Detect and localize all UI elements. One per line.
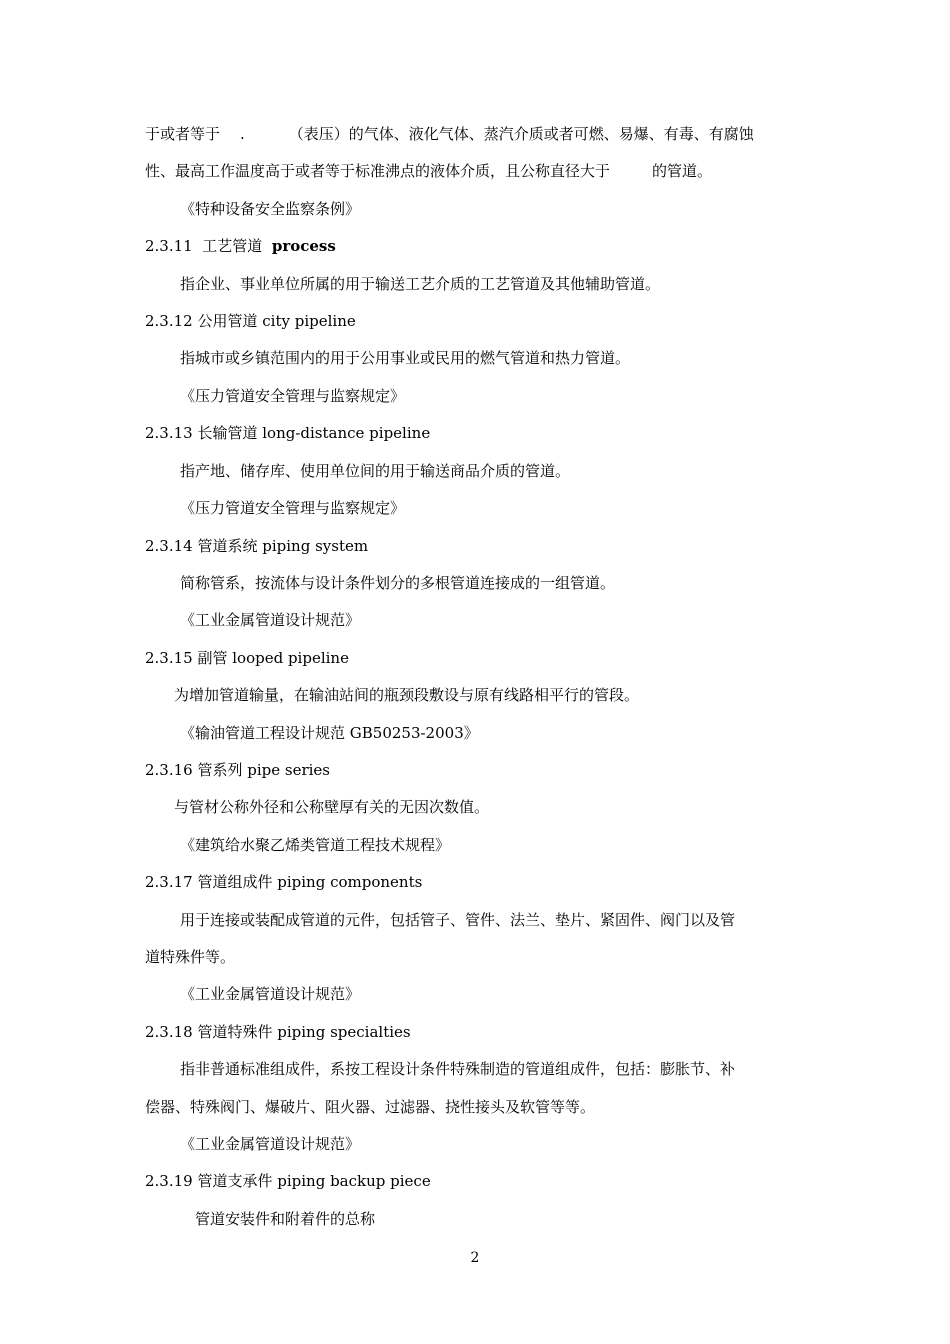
section-2-3-14-body: 简称管系，按流体与设计条件划分的多根管道连接成的一组管道。 (180, 574, 616, 592)
section-2-3-14-heading: 2.3.14 管道系统 piping system (145, 537, 369, 555)
intro-text-e: 的管道。 (652, 162, 713, 180)
section-2-3-12-reference: 《压力管道安全管理与监察规定》 (180, 387, 406, 405)
section-2-3-13-reference: 《压力管道安全管理与监察规定》 (180, 499, 406, 517)
intro-text-b: . (240, 125, 245, 143)
section-2-3-16-body: 与管材公称外径和公称壁厚有关的无因次数值。 (174, 798, 490, 816)
section-2-3-16-heading: 2.3.16 管系列 pipe series (145, 761, 331, 779)
section-2-3-18-reference: 《工业金属管道设计规范》 (180, 1135, 361, 1153)
page-number: 2 (470, 1250, 480, 1266)
section-2-3-16-reference: 《建筑给水聚乙烯类管道工程技术规程》 (180, 836, 451, 854)
section-2-3-13-heading: 2.3.13 长输管道 long-distance pipeline (145, 424, 431, 442)
section-2-3-15-body: 为增加管道输量，在输油站间的瓶颈段敷设与原有线路相平行的管段。 (174, 686, 640, 704)
section-2-3-18-body-line-1: 指非普通标准组成件，系按工程设计条件特殊制造的管道组成件，包括：膨胀节、补 (180, 1060, 736, 1078)
section-number: 2.3.11 (145, 237, 193, 255)
section-2-3-11-heading (145, 236, 336, 256)
section-2-3-14-reference: 《工业金属管道设计规范》 (180, 611, 361, 629)
section-2-3-11-body: 指企业、事业单位所属的用于输送工艺介质的工艺管道及其他辅助管道。 (180, 275, 661, 293)
section-title-en: process (271, 237, 336, 255)
section-2-3-18-heading: 2.3.18 管道特殊件 piping specialties (145, 1023, 411, 1041)
section-2-3-17-body-line-2: 道特殊件等。 (145, 948, 236, 966)
intro-line-1 (145, 124, 754, 144)
intro-text-a: 于或者等于 (145, 125, 221, 143)
section-2-3-12-heading: 2.3.12 公用管道 city pipeline (145, 312, 356, 330)
section-2-3-15-heading: 2.3.15 副管 looped pipeline (145, 649, 349, 667)
section-2-3-17-heading: 2.3.17 管道组成件 piping components (145, 873, 423, 891)
section-2-3-15-reference: 《输油管道工程设计规范 GB50253-2003》 (180, 724, 479, 742)
section-2-3-19-body: 管道安装件和附着件的总称 (195, 1210, 376, 1228)
section-2-3-17-reference: 《工业金属管道设计规范》 (180, 985, 361, 1003)
section-2-3-13-body: 指产地、储存库、使用单位间的用于输送商品介质的管道。 (180, 462, 571, 480)
intro-reference: 《特种设备安全监察条例》 (180, 200, 361, 218)
section-title: 工艺管道 (202, 237, 263, 255)
section-2-3-17-body-line-1: 用于连接或装配成管道的元件，包括管子、管件、法兰、垫片、紧固件、阀门以及管 (180, 911, 736, 929)
section-2-3-18-body-line-2: 偿器、特殊阀门、爆破片、阻火器、过滤器、挠性接头及软管等等。 (145, 1098, 596, 1116)
intro-text-d: 性、最高工作温度高于或者等于标准沸点的液体介质，且公称直径大于 (145, 162, 611, 180)
intro-text-c: （表压）的气体、液化气体、蒸汽介质或者可燃、易爆、有毒、有腐蚀 (288, 125, 754, 143)
intro-line-2 (145, 161, 712, 181)
section-2-3-19-heading: 2.3.19 管道支承件 piping backup piece (145, 1172, 431, 1190)
section-2-3-12-body: 指城市或乡镇范围内的用于公用事业或民用的燃气管道和热力管道。 (180, 349, 631, 367)
